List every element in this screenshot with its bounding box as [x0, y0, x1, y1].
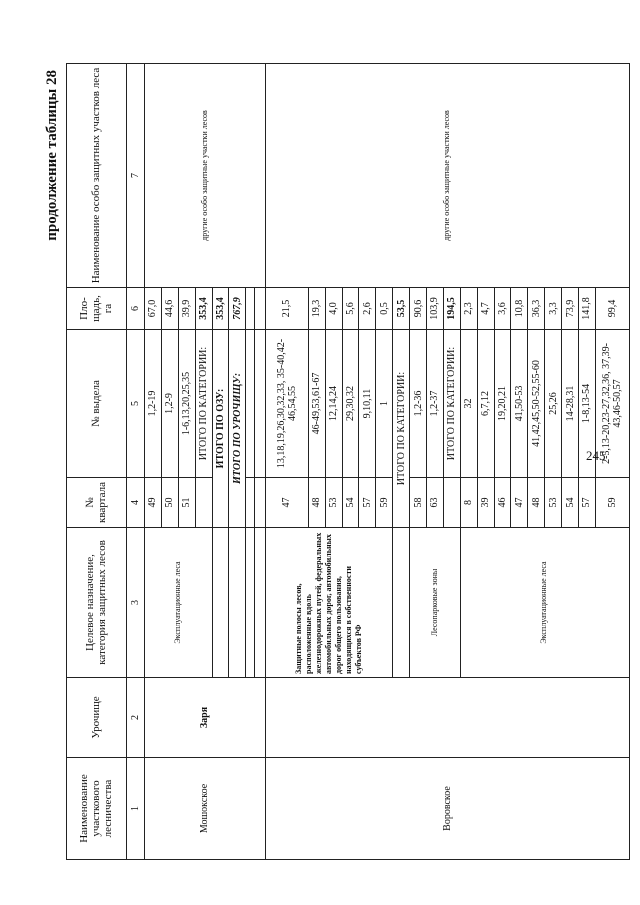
quarter-cell: 51	[178, 478, 195, 528]
area-cell: 3,6	[494, 288, 511, 330]
page-number: 245	[586, 448, 606, 463]
quarter-cell: 8	[460, 478, 477, 528]
section-cell: 46-49,53,61-67	[308, 330, 325, 478]
forestry-name: Воровское	[265, 758, 629, 860]
area-cell: 10,8	[511, 288, 528, 330]
table-row	[145, 64, 162, 860]
area-cell: 36,3	[528, 288, 545, 330]
quarter-cell: 63	[426, 478, 443, 528]
header-forestry: Наименование участкового лесничества	[67, 758, 127, 860]
rotated-page	[40, 60, 630, 860]
header-area: Пло-щадь, га	[67, 288, 127, 330]
quarter-cell: 48	[308, 478, 325, 528]
header-row	[67, 64, 127, 860]
area-cell: 90,6	[410, 288, 427, 330]
area-cell: 73,9	[562, 288, 579, 330]
quarter-cell: 47	[265, 478, 308, 528]
quarter-cell: 57	[359, 478, 376, 528]
quarter-cell: 48	[528, 478, 545, 528]
section-cell: 41,50-53	[511, 330, 528, 478]
section-cell: 41,42,45,50-52,55-60	[528, 330, 545, 478]
section-cell: 12,14,24	[325, 330, 342, 478]
category-name: Эксплуатационные леса	[145, 528, 213, 678]
table-caption: продолжение таблицы 28	[44, 70, 60, 241]
area-cell: 141,8	[578, 288, 595, 330]
header-section: № выдела	[67, 330, 127, 478]
column-number: 4	[126, 478, 144, 528]
quarter-cell: 47	[511, 478, 528, 528]
section-cell: 1,2-37	[426, 330, 443, 478]
area-cell: 2,3	[460, 288, 477, 330]
section-cell: 6,7,12	[477, 330, 494, 478]
ozu-total-label: ИТОГО ПО ОЗУ:	[212, 330, 229, 528]
column-number: 7	[126, 64, 144, 288]
osu-name: другие особо защитные участки лесов	[265, 64, 629, 288]
quarter-cell: 58	[410, 478, 427, 528]
area-cell: 3,3	[545, 288, 562, 330]
quarter-cell: 59	[595, 478, 629, 528]
osu-name: другие особо защитные участки лесов	[145, 64, 266, 288]
category-total-label: ИТОГО ПО КАТЕГОРИИ:	[393, 330, 410, 528]
forestry-name: Мошокское	[145, 758, 266, 860]
quarter-cell: 54	[342, 478, 359, 528]
section-cell: 14-28,31	[562, 330, 579, 478]
tract-total-label: ИТОГО ПО УРОЧИЩУ:	[229, 330, 246, 528]
tract-name-empty	[265, 678, 629, 758]
section-cell: 1-8,13-54	[578, 330, 595, 478]
area-cell: 44,6	[161, 288, 178, 330]
forest-table	[66, 63, 630, 860]
area-cell: 67,0	[145, 288, 162, 330]
section-cell: 1	[376, 330, 393, 478]
area-cell: 4,7	[477, 288, 494, 330]
area-cell: 5,6	[342, 288, 359, 330]
category-total-label: ИТОГО ПО КАТЕГОРИИ:	[195, 330, 212, 478]
column-numbers-row	[126, 64, 144, 860]
header-osu: Наименование особо защитных участков леса	[67, 64, 127, 288]
section-cell: 13,18,19,26,30,32,33, 35-40,42-46,54,55	[265, 330, 308, 478]
column-number: 6	[126, 288, 144, 330]
category-total-label: ИТОГО ПО КАТЕГОРИИ:	[443, 330, 460, 478]
category-name: Защитные полосы лесов, расположенные вдоль железнодорожных путей, федеральных автомобильных дорог, автомобильных дорог общего пользования, находящихся в собственности субъектов РФ	[265, 528, 392, 678]
column-number: 1	[126, 758, 144, 860]
category-total-value: 53,5	[393, 288, 410, 330]
category-name: Эксплуатационные леса	[460, 528, 629, 678]
quarter-cell: 57	[578, 478, 595, 528]
section-cell: 1,2-9	[161, 330, 178, 478]
quarter-cell: 53	[325, 478, 342, 528]
area-cell: 4,0	[325, 288, 342, 330]
area-cell: 103,9	[426, 288, 443, 330]
section-cell: 1-6,13,20,25,35	[178, 330, 195, 478]
table-row	[265, 64, 308, 860]
quarter-cell: 53	[545, 478, 562, 528]
tract-total-value: 767,9	[229, 288, 246, 330]
area-cell: 21,5	[265, 288, 308, 330]
category-total-value: 194,5	[443, 288, 460, 330]
column-number: 2	[126, 678, 144, 758]
section-cell: 29,30,32	[342, 330, 359, 478]
section-cell: 19,20,21	[494, 330, 511, 478]
section-cell: 1,2-36	[410, 330, 427, 478]
header-quarter: № квартала	[67, 478, 127, 528]
area-cell: 39,9	[178, 288, 195, 330]
column-number: 3	[126, 528, 144, 678]
tract-name: Заря	[145, 678, 266, 758]
area-cell: 0,5	[376, 288, 393, 330]
category-total-value: 353,4	[195, 288, 212, 330]
section-cell: 2-5,13-20,23-27,32,36, 37,39-43,46-50,57	[595, 330, 629, 478]
quarter-cell: 59	[376, 478, 393, 528]
quarter-cell: 50	[161, 478, 178, 528]
section-cell: 9,10,11	[359, 330, 376, 478]
quarter-cell: 46	[494, 478, 511, 528]
column-number: 5	[126, 330, 144, 478]
quarter-cell: 39	[477, 478, 494, 528]
section-cell: 32	[460, 330, 477, 478]
quarter-cell: 49	[145, 478, 162, 528]
header-purpose: Целевое назначение, категория защитных лесов	[67, 528, 127, 678]
section-cell: 1,2-19	[145, 330, 162, 478]
quarter-cell: 54	[562, 478, 579, 528]
area-cell: 19,3	[308, 288, 325, 330]
area-cell: 99,4	[595, 288, 629, 330]
header-tract: Урочище	[67, 678, 127, 758]
category-name: Лесопарковые зоны	[410, 528, 461, 678]
area-cell: 2,6	[359, 288, 376, 330]
ozu-total-value: 353,4	[212, 288, 229, 330]
section-cell: 25,26	[545, 330, 562, 478]
